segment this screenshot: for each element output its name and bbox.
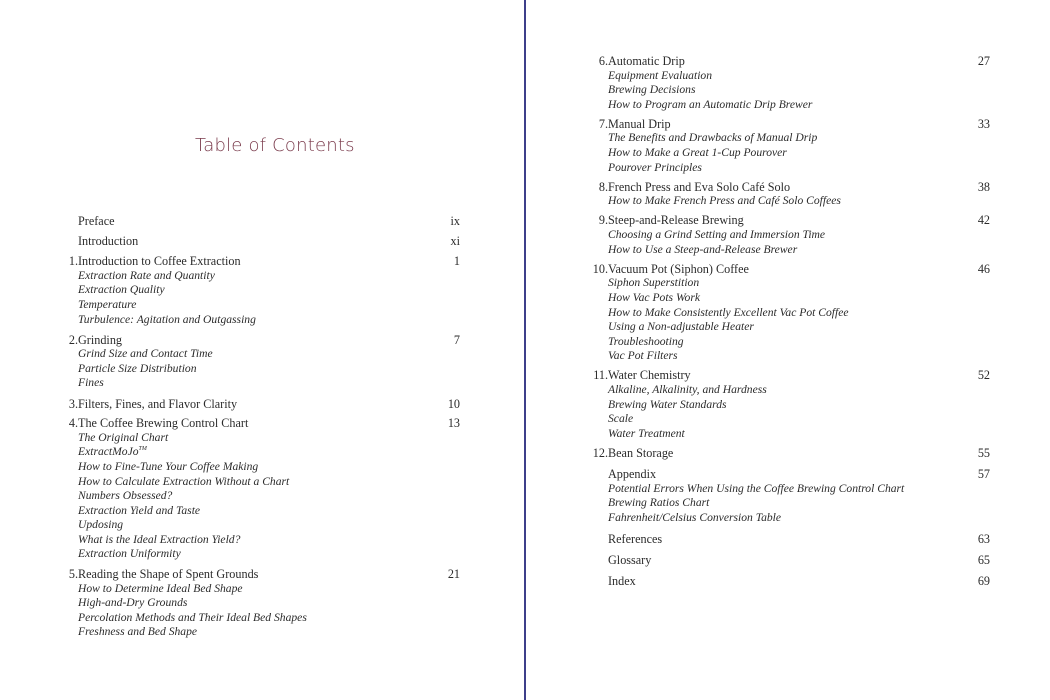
section-title: Alkaline, Alkalinity, and Hardness — [608, 382, 767, 396]
page-title: Table of Contents — [195, 135, 355, 156]
toc-entry-heading — [60, 254, 460, 269]
toc-entry-heading — [590, 532, 990, 547]
toc-entry-heading — [590, 117, 990, 132]
page-number: 13 — [447, 416, 460, 431]
page-number: xi — [450, 234, 460, 249]
chapter-title: Preface — [78, 214, 115, 228]
section-title: Numbers Obsessed? — [78, 489, 173, 503]
section-title: Pourover Principles — [608, 160, 702, 174]
section-title: Temperature — [78, 297, 137, 311]
page-number: 38 — [977, 179, 990, 194]
section-title: Grind Size and Contact Time — [78, 347, 213, 361]
section-title: Percolation Methods and Their Ideal Bed Shapes — [78, 610, 307, 624]
chapter-number: 2. — [68, 332, 78, 347]
chapter-title: Reading the Shape of Spent Grounds — [78, 567, 259, 582]
toc-entry-heading — [60, 397, 460, 412]
page-number: 7 — [453, 332, 460, 347]
chapter-title: Appendix — [608, 466, 657, 481]
toc-entry — [60, 254, 460, 327]
toc-entry — [590, 180, 990, 209]
chapter-title: Automatic Drip — [608, 54, 685, 68]
chapter-number: 8. — [598, 179, 608, 194]
toc-entry — [60, 397, 460, 412]
page-number: 55 — [977, 445, 990, 460]
section-title: Turbulence: Agitation and Outgassing — [78, 312, 256, 326]
toc-entry-heading — [60, 567, 460, 582]
section-title: How to Make French Press and Café Solo Coffees — [608, 194, 841, 208]
toc-entry — [60, 214, 460, 229]
section-title: The Original Chart — [78, 430, 169, 444]
chapter-number: 3. — [68, 396, 78, 411]
section-title: How to Calculate Extraction Without a Chart — [78, 474, 290, 488]
section-title: Extraction Uniformity — [78, 547, 181, 561]
section-title: How to Program an Automatic Drip Brewer — [608, 97, 813, 111]
section-title: How to Make Consistently Excellent Vac Pot Coffee — [608, 305, 849, 319]
section-title: How to Determine Ideal Bed Shape — [78, 581, 243, 595]
toc-entry — [590, 117, 990, 175]
page-number: 10 — [447, 396, 460, 411]
section-title: What is the Ideal Extraction Yield? — [78, 532, 241, 546]
section-title: How to Use a Steep-and-Release Brewer — [608, 242, 798, 256]
section-title: Brewing Decisions — [608, 83, 696, 97]
chapter-title: Grinding — [78, 332, 123, 347]
section-title: Brewing Water Standards — [608, 397, 727, 411]
toc-entry — [590, 262, 990, 364]
section-title: How Vac Pots Work — [608, 290, 700, 304]
section-title: Extraction Yield and Taste — [78, 503, 201, 517]
section-title: Freshness and Bed Shape — [78, 625, 198, 639]
section-title: Troubleshooting — [608, 334, 684, 348]
section-title: Using a Non-adjustable Heater — [608, 320, 754, 334]
section-title: Fines — [78, 376, 104, 390]
chapter-title: Index — [608, 574, 636, 588]
chapter-title: Bean Storage — [608, 445, 674, 460]
section-title: ExtractMoJo™ — [78, 445, 147, 459]
chapter-title: Water Chemistry — [608, 368, 691, 383]
chapter-number: 10. — [592, 261, 608, 276]
page-number: 21 — [447, 567, 460, 582]
chapter-title: Manual Drip — [608, 116, 671, 131]
toc-entry-heading — [590, 553, 990, 568]
chapter-title: The Coffee Brewing Control Chart — [78, 416, 249, 431]
section-title: Particle Size Distribution — [78, 361, 197, 375]
chapter-number: 1. — [68, 254, 78, 269]
toc-entry-heading — [590, 180, 990, 195]
page-number: 57 — [977, 466, 990, 481]
page-number: 65 — [977, 552, 990, 567]
toc-entry — [590, 213, 990, 257]
toc-entry-heading — [60, 234, 460, 249]
chapter-number: 5. — [68, 567, 78, 582]
chapter-number: 4. — [68, 416, 78, 431]
chapter-title: Filters, Fines, and Flavor Clarity — [78, 396, 238, 411]
section-title: Water Treatment — [608, 426, 685, 440]
page-number: 52 — [977, 368, 990, 383]
section-title: Potential Errors When Using the Coffee Brewing Control Chart — [608, 481, 905, 495]
page-number: 69 — [977, 574, 990, 588]
toc-entry — [590, 467, 990, 525]
toc-entry — [590, 532, 990, 547]
chapter-title: Introduction to Coffee Extraction — [78, 254, 241, 269]
toc-entry-heading — [590, 213, 990, 228]
section-title: Vac Pot Filters — [608, 349, 678, 363]
toc-entry-heading — [60, 333, 460, 348]
toc-entry — [590, 574, 990, 589]
page-number: 1 — [453, 254, 460, 269]
section-title: High-and-Dry Grounds — [78, 596, 188, 610]
chapter-title: References — [608, 531, 663, 546]
section-title: Extraction Rate and Quantity — [78, 268, 215, 282]
chapter-title: French Press and Eva Solo Café Solo — [608, 179, 791, 194]
chapter-number: 11. — [593, 368, 608, 383]
chapter-title: Vacuum Pot (Siphon) Coffee — [608, 261, 749, 276]
chapter-number: 6. — [598, 54, 608, 68]
toc-entry — [60, 333, 460, 391]
section-title: How to Make a Great 1-Cup Pourover — [608, 146, 787, 160]
chapter-title: Glossary — [608, 552, 652, 567]
toc-entry — [60, 416, 460, 562]
toc-entry — [590, 368, 990, 441]
page-number: 27 — [977, 54, 990, 68]
toc-entry — [60, 234, 460, 249]
page-number: ix — [450, 214, 460, 228]
section-title: Fahrenheit/Celsius Conversion Table — [608, 510, 782, 524]
section-title: Equipment Evaluation — [608, 68, 713, 82]
section-title: Siphon Superstition — [608, 276, 700, 290]
toc-entry-heading — [60, 416, 460, 431]
toc-entry — [60, 567, 460, 640]
page-number: 42 — [977, 213, 990, 228]
section-title: Extraction Quality — [78, 283, 165, 297]
chapter-number: 7. — [598, 116, 608, 131]
chapter-number: 12. — [592, 445, 608, 460]
toc-entry — [590, 54, 990, 112]
toc-entry-heading — [590, 446, 990, 461]
toc-entry-heading — [590, 574, 990, 589]
toc-entry — [590, 446, 990, 461]
page-number: 46 — [977, 261, 990, 276]
toc-entry-heading — [590, 467, 990, 482]
toc-entry-heading — [590, 262, 990, 277]
toc-entry-heading — [60, 214, 460, 229]
toc-entry — [590, 553, 990, 568]
section-title: Choosing a Grind Setting and Immersion Time — [608, 228, 826, 242]
toc-entry-heading — [590, 368, 990, 383]
toc-entry-heading — [590, 54, 990, 69]
toc-left-list — [60, 214, 460, 640]
section-title: Scale — [608, 412, 634, 426]
chapter-number: 9. — [598, 213, 608, 228]
section-title: The Benefits and Drawbacks of Manual Drip — [608, 131, 818, 145]
section-title: Updosing — [78, 518, 124, 532]
chapter-title: Introduction — [78, 234, 139, 249]
chapter-title: Steep-and-Release Brewing — [608, 213, 744, 228]
toc-right-list — [590, 54, 990, 589]
section-title: How to Fine-Tune Your Coffee Making — [78, 459, 259, 473]
page-number: 33 — [977, 116, 990, 131]
page-number: 63 — [977, 531, 990, 546]
section-title: Brewing Ratios Chart — [608, 496, 710, 510]
